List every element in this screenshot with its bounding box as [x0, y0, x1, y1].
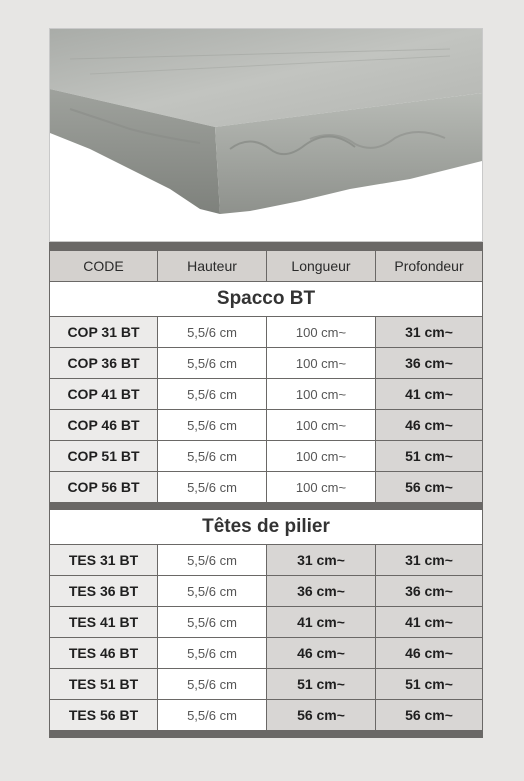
row-profondeur: 41 cm~ — [376, 379, 482, 409]
row-hauteur: 5,5/6 cm — [158, 317, 267, 347]
header-code: CODE — [50, 251, 158, 281]
row-hauteur: 5,5/6 cm — [158, 545, 267, 575]
row-profondeur: 36 cm~ — [376, 576, 482, 606]
row-hauteur: 5,5/6 cm — [158, 410, 267, 440]
stone-slab-photo — [49, 28, 483, 242]
row-longueur: 100 cm~ — [267, 410, 376, 440]
table-row — [50, 410, 482, 441]
row-profondeur: 36 cm~ — [376, 348, 482, 378]
row-profondeur: 56 cm~ — [376, 472, 482, 502]
table-top-bar — [50, 242, 482, 251]
table-header-row — [50, 251, 482, 282]
row-profondeur: 46 cm~ — [376, 638, 482, 668]
table-row — [50, 607, 482, 638]
row-hauteur: 5,5/6 cm — [158, 576, 267, 606]
table-row — [50, 576, 482, 607]
table-row — [50, 379, 482, 410]
row-code: TES 46 BT — [50, 638, 158, 668]
row-longueur: 31 cm~ — [267, 545, 376, 575]
row-profondeur: 31 cm~ — [376, 545, 482, 575]
row-profondeur: 51 cm~ — [376, 669, 482, 699]
row-longueur: 46 cm~ — [267, 638, 376, 668]
row-longueur: 41 cm~ — [267, 607, 376, 637]
row-profondeur: 56 cm~ — [376, 700, 482, 730]
row-code: TES 41 BT — [50, 607, 158, 637]
row-code: TES 31 BT — [50, 545, 158, 575]
section-divider-bar — [50, 502, 482, 510]
row-hauteur: 5,5/6 cm — [158, 379, 267, 409]
row-code: TES 51 BT — [50, 669, 158, 699]
row-code: TES 36 BT — [50, 576, 158, 606]
row-hauteur: 5,5/6 cm — [158, 348, 267, 378]
header-profondeur: Profondeur — [376, 251, 482, 281]
row-longueur: 36 cm~ — [267, 576, 376, 606]
table-row — [50, 317, 482, 348]
row-longueur: 56 cm~ — [267, 700, 376, 730]
row-code: TES 56 BT — [50, 700, 158, 730]
row-longueur: 100 cm~ — [267, 379, 376, 409]
row-longueur: 100 cm~ — [267, 441, 376, 471]
table-row — [50, 348, 482, 379]
row-profondeur: 31 cm~ — [376, 317, 482, 347]
header-hauteur: Hauteur — [158, 251, 267, 281]
table-row — [50, 638, 482, 669]
table-row — [50, 545, 482, 576]
row-code: COP 36 BT — [50, 348, 158, 378]
section-title-spacco: Spacco BT — [50, 282, 482, 317]
table-row — [50, 472, 482, 502]
row-longueur: 100 cm~ — [267, 317, 376, 347]
row-longueur: 51 cm~ — [267, 669, 376, 699]
table-row — [50, 441, 482, 472]
row-profondeur: 41 cm~ — [376, 607, 482, 637]
stone-slab-illustration — [50, 29, 482, 241]
row-profondeur: 46 cm~ — [376, 410, 482, 440]
row-code: COP 41 BT — [50, 379, 158, 409]
row-code: COP 56 BT — [50, 472, 158, 502]
table-row — [50, 669, 482, 700]
section-title-tetes: Têtes de pilier — [50, 510, 482, 545]
row-code: COP 51 BT — [50, 441, 158, 471]
row-code: COP 31 BT — [50, 317, 158, 347]
row-hauteur: 5,5/6 cm — [158, 441, 267, 471]
header-longueur: Longueur — [267, 251, 376, 281]
row-longueur: 100 cm~ — [267, 348, 376, 378]
row-hauteur: 5,5/6 cm — [158, 607, 267, 637]
row-hauteur: 5,5/6 cm — [158, 472, 267, 502]
row-code: COP 46 BT — [50, 410, 158, 440]
table-row — [50, 700, 482, 730]
table-bottom-bar — [50, 730, 482, 738]
row-longueur: 100 cm~ — [267, 472, 376, 502]
product-table — [49, 242, 483, 738]
row-profondeur: 51 cm~ — [376, 441, 482, 471]
row-hauteur: 5,5/6 cm — [158, 638, 267, 668]
row-hauteur: 5,5/6 cm — [158, 700, 267, 730]
row-hauteur: 5,5/6 cm — [158, 669, 267, 699]
